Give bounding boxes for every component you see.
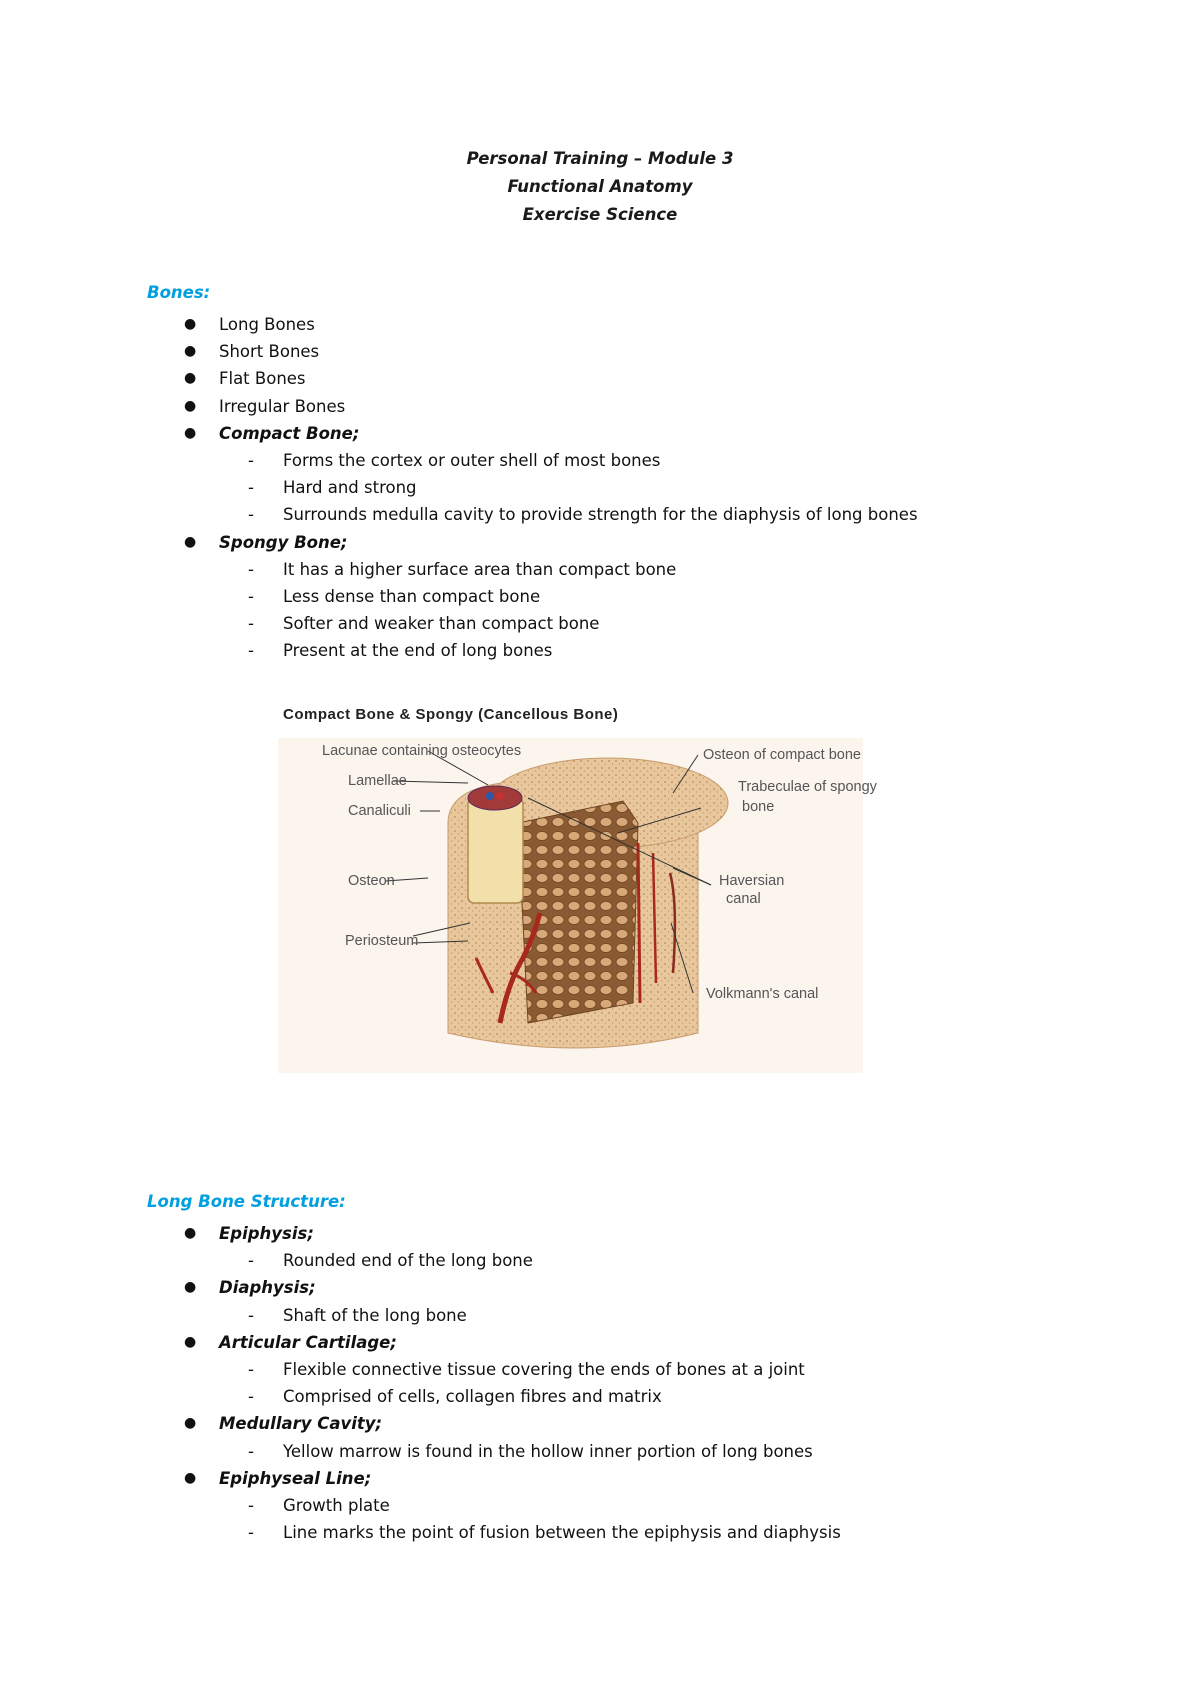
bone-diagram bbox=[278, 703, 918, 1073]
bullet-icon: ● bbox=[184, 1279, 197, 1296]
dash-icon: - bbox=[248, 1305, 254, 1325]
label-trabeculae: Trabeculae of spongy bbox=[738, 779, 877, 795]
dash-icon: - bbox=[248, 505, 254, 525]
label-canaliculi: Canaliculi bbox=[348, 803, 411, 819]
sub-item: - Flexible connective tissue covering the ends of bones at a joint bbox=[0, 1356, 1200, 1383]
dash-icon: - bbox=[248, 1523, 254, 1543]
bullet-icon: ● bbox=[184, 397, 197, 414]
dash-icon: - bbox=[248, 478, 254, 498]
bullet-icon: ● bbox=[184, 1333, 197, 1350]
sub-item: - Forms the cortex or outer shell of most bones bbox=[0, 447, 1200, 474]
label-osteon: Osteon bbox=[348, 873, 395, 889]
title-line-3: Exercise Science bbox=[522, 205, 678, 224]
dash-icon: - bbox=[248, 1495, 254, 1515]
title-line-2: Functional Anatomy bbox=[507, 177, 693, 196]
list-item: ● Flat Bones bbox=[0, 365, 1200, 392]
bullet-icon: ● bbox=[184, 1469, 197, 1486]
label-osteon-compact: Osteon of compact bone bbox=[703, 747, 861, 763]
sub-item: - Softer and weaker than compact bone bbox=[0, 610, 1200, 637]
bullet-icon: ● bbox=[184, 1415, 197, 1432]
title-line-1: Personal Training – Module 3 bbox=[466, 149, 734, 168]
bullet-icon: ● bbox=[184, 316, 197, 332]
bullet-icon: ● bbox=[184, 424, 197, 441]
epiphyseal-line-item: ● Epiphyseal Line; bbox=[0, 1465, 1200, 1492]
dash-icon: - bbox=[248, 1441, 254, 1461]
dash-icon: - bbox=[248, 450, 254, 470]
sub-item: - Yellow marrow is found in the hollow inner portion of long bones bbox=[0, 1438, 1200, 1465]
bullet-icon: ● bbox=[184, 343, 197, 360]
label-haversian-2: canal bbox=[726, 891, 761, 907]
bullet-icon: ● bbox=[184, 533, 197, 550]
sub-item: - Growth plate bbox=[0, 1492, 1200, 1519]
sub-item: - Rounded end of the long bone bbox=[0, 1247, 1200, 1274]
dash-icon: - bbox=[248, 1387, 254, 1407]
sub-item: - Less dense than compact bone bbox=[0, 583, 1200, 610]
diagram-title: Compact Bone & Spongy (Cancellous Bone) bbox=[283, 706, 619, 723]
label-volkmann: Volkmann's canal bbox=[706, 986, 819, 1002]
sub-item: - Shaft of the long bone bbox=[0, 1302, 1200, 1329]
sub-item: - Comprised of cells, collagen fibres and matrix bbox=[0, 1383, 1200, 1410]
dash-icon: - bbox=[248, 614, 254, 634]
dash-icon: - bbox=[248, 1359, 254, 1379]
dash-icon: - bbox=[248, 641, 254, 661]
sub-item: - It has a higher surface area than compact bone bbox=[0, 556, 1200, 583]
medullary-cavity-item: ● Medullary Cavity; bbox=[0, 1410, 1200, 1437]
articular-cartilage-item: ● Articular Cartilage; bbox=[0, 1329, 1200, 1356]
bullet-icon: ● bbox=[184, 1225, 197, 1241]
list-item: ● Irregular Bones bbox=[0, 393, 1200, 420]
dash-icon: - bbox=[248, 1251, 254, 1271]
epiphysis-item: ● Epiphysis; bbox=[0, 1220, 1200, 1247]
diaphysis-item: ● Diaphysis; bbox=[0, 1274, 1200, 1301]
list-item: ● Long Bones bbox=[0, 311, 1200, 338]
dash-icon: - bbox=[248, 586, 254, 606]
label-trabeculae-2: bone bbox=[742, 799, 775, 815]
label-lamellae: Lamellae bbox=[348, 773, 407, 789]
long-bone-list bbox=[0, 1220, 1200, 1546]
label-lacunae: Lacunae containing osteocytes bbox=[322, 743, 522, 759]
compact-bone-item: ● Compact Bone; bbox=[0, 420, 1200, 447]
sub-item: - Line marks the point of fusion between the epiphysis and diaphysis bbox=[0, 1519, 1200, 1546]
bones-list bbox=[0, 311, 1200, 664]
bullet-icon: ● bbox=[184, 370, 197, 387]
label-periosteum: Periosteum bbox=[345, 933, 419, 949]
label-haversian: Haversian bbox=[719, 873, 785, 889]
sub-item: - Present at the end of long bones bbox=[0, 637, 1200, 664]
document-header bbox=[0, 145, 1200, 229]
spongy-bone-item: ● Spongy Bone; bbox=[0, 529, 1200, 556]
sub-item: - Hard and strong bbox=[0, 474, 1200, 501]
dash-icon: - bbox=[248, 559, 254, 579]
sub-item: - Surrounds medulla cavity to provide strength for the diaphysis of long bones bbox=[0, 501, 1200, 528]
long-bone-heading: Long Bone Structure: bbox=[147, 1192, 346, 1211]
list-item: ● Short Bones bbox=[0, 338, 1200, 365]
bones-heading: Bones: bbox=[147, 283, 211, 302]
